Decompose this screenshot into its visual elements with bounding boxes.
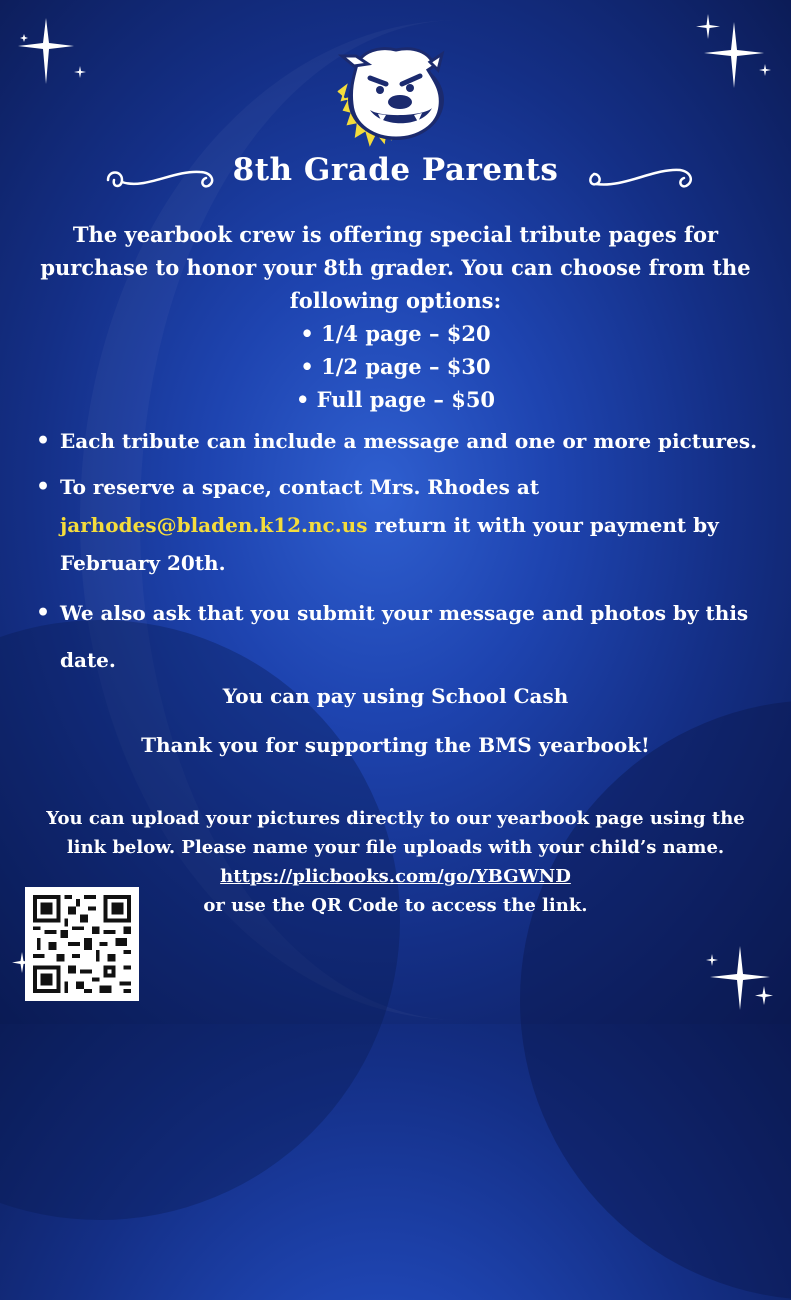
option-half-page: • 1/2 page – $30: [300, 354, 491, 379]
page-title: 8th Grade Parents: [232, 152, 559, 188]
bulldog-mascot-icon: [330, 44, 452, 150]
upload-line: You can upload your pictures directly to our yearbook page using the: [46, 808, 745, 829]
option-full-page: • Full page – $50: [295, 387, 496, 412]
sparkle-icon: [700, 940, 786, 1018]
thanks-note: Thank you for supporting the BMS yearbook!: [141, 733, 650, 757]
list-item-text: Each tribute can include a message and one or more pictures.: [60, 429, 758, 453]
list-item-text: We also ask that you submit your message and photos by this date.: [60, 601, 749, 672]
intro-line: following options:: [289, 288, 502, 313]
intro-line: purchase to honor your 8th grader. You can choose from the: [40, 255, 751, 280]
details-list: [34, 422, 764, 692]
intro-line: The yearbook crew is offering special tribute pages for: [72, 222, 719, 247]
upload-line: link below. Please name your file uploads with your child’s name.: [66, 837, 725, 858]
payment-note: You can pay using School Cash: [222, 684, 569, 708]
list-item: [34, 422, 764, 460]
sparkle-icon: [692, 10, 778, 90]
upload-link[interactable]: https://plicbooks.com/go/YBGWND: [220, 866, 571, 887]
list-item: [34, 590, 764, 684]
list-item-text: To reserve a space, contact Mrs. Rhodes at: [60, 475, 540, 499]
option-quarter-page: • 1/4 page – $20: [300, 321, 491, 346]
list-item-text: return it with your payment by February 20th.: [60, 513, 719, 575]
qr-code-icon[interactable]: [25, 887, 139, 1001]
sparkle-icon: [14, 14, 90, 90]
intro-text: [20, 218, 771, 416]
upload-line: or use the QR Code to access the link.: [203, 895, 588, 916]
list-item: [34, 468, 764, 582]
email-link[interactable]: jarhodes@bladen.k12.nc.us: [60, 513, 368, 537]
